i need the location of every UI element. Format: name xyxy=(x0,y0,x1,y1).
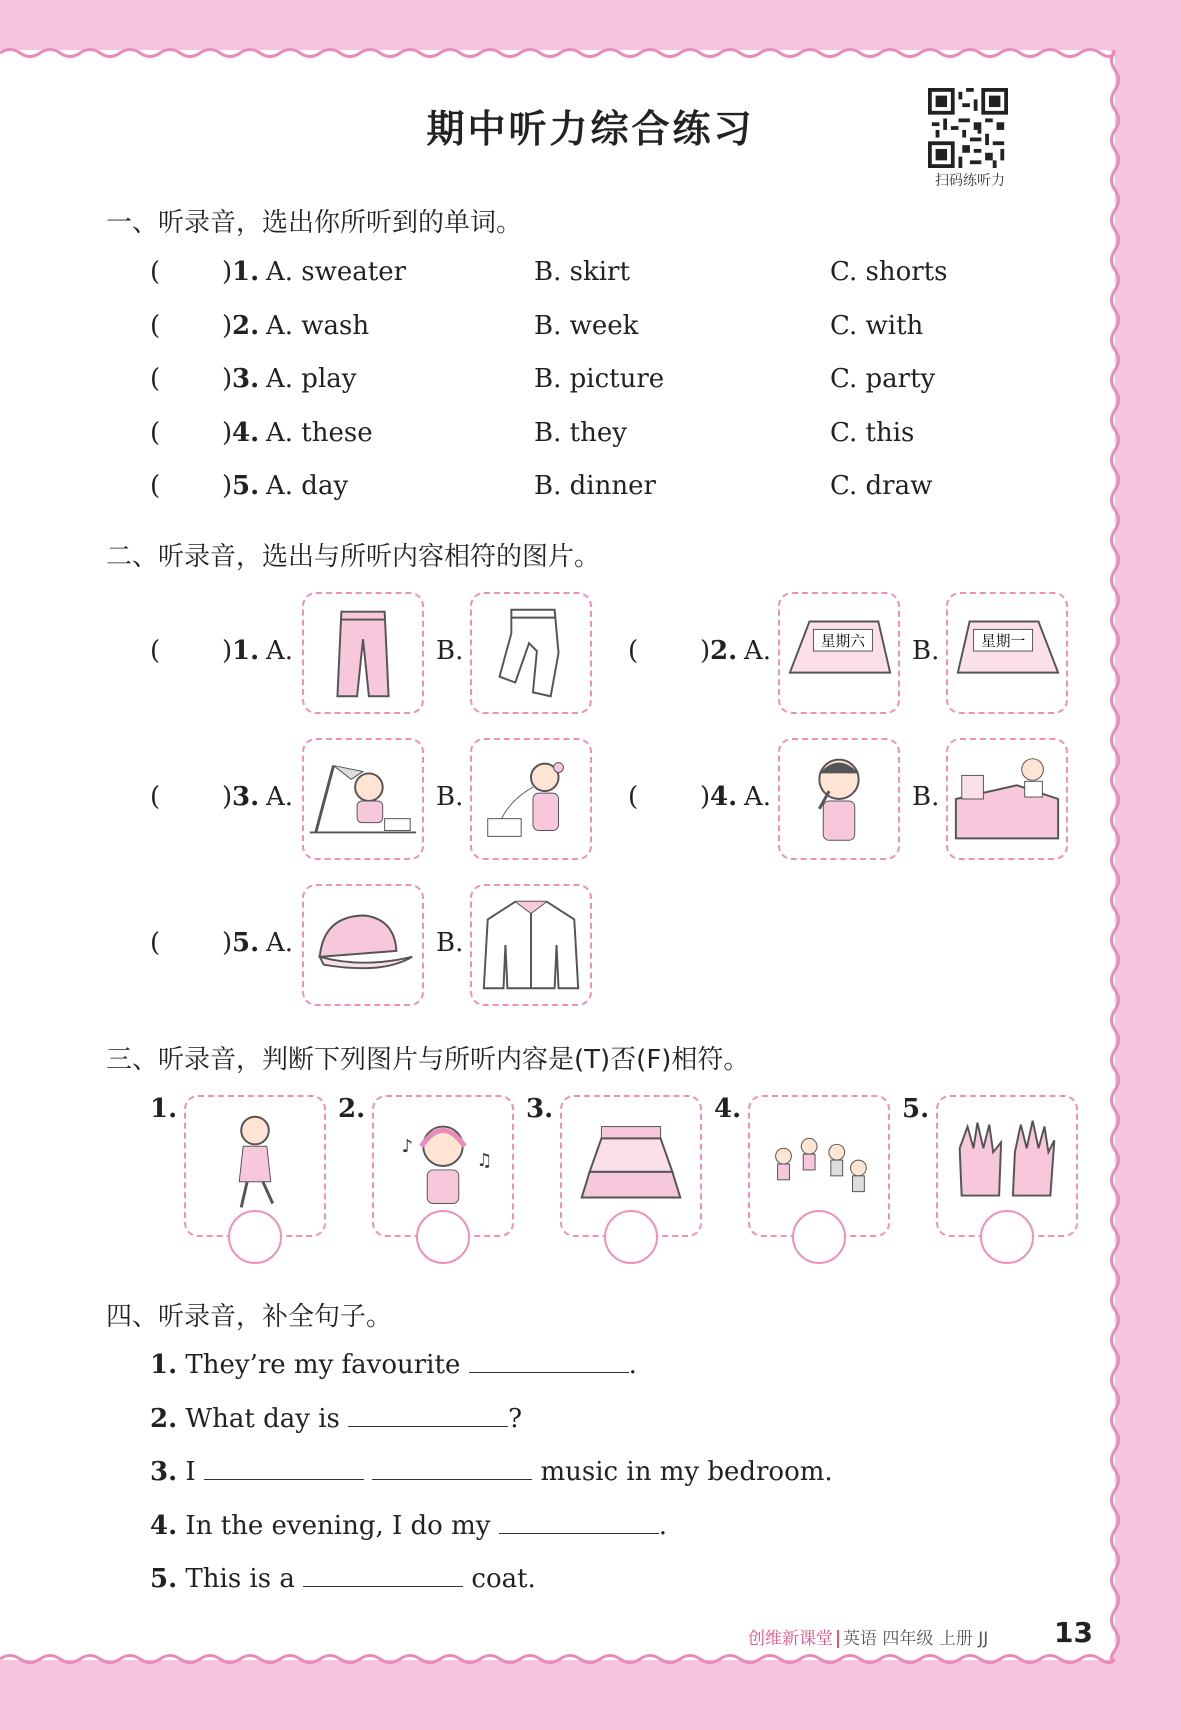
qr-label: 扫码练听力 xyxy=(935,173,1005,189)
answer-paren-open[interactable]: ( xyxy=(150,257,161,287)
tf-answer-circle[interactable] xyxy=(228,1210,282,1264)
question-number: 1. xyxy=(232,636,260,666)
answer-paren-close: ) xyxy=(700,782,711,812)
option-b: B. they xyxy=(534,418,627,448)
option-a-label: A. xyxy=(266,782,294,812)
option-a: A. sweater xyxy=(266,257,407,287)
boy-making-bed-image[interactable] xyxy=(946,738,1068,860)
option-b-label: B. xyxy=(436,928,464,958)
option-a: A. play xyxy=(266,364,357,394)
option-b: B. picture xyxy=(534,364,665,394)
white-trousers-image[interactable] xyxy=(470,592,592,714)
pink-trousers-image[interactable] xyxy=(302,592,424,714)
footer-grade: 四年级 xyxy=(882,1629,934,1649)
tf-answer-circle[interactable] xyxy=(416,1210,470,1264)
answer-paren-close: ) xyxy=(222,636,233,666)
question-number: 5. xyxy=(232,471,260,501)
question-number: 4. xyxy=(710,782,738,812)
page-number: 13 xyxy=(1054,1616,1093,1649)
sentence-text: What day is xyxy=(185,1404,340,1434)
bottom-wave-border xyxy=(0,1652,1115,1666)
option-a-label: A. xyxy=(266,636,294,666)
sentence-number: 2. xyxy=(150,1404,178,1434)
footer-divider xyxy=(837,1630,839,1648)
answer-paren-open[interactable]: ( xyxy=(150,311,161,341)
s1-row-3 xyxy=(150,364,1050,398)
sentence-3 xyxy=(150,1457,833,1487)
right-wave-border xyxy=(1108,50,1122,1660)
footer-brand: 创维新课堂 xyxy=(748,1629,833,1649)
option-c: C. party xyxy=(830,364,936,394)
answer-paren-close: ) xyxy=(222,782,233,812)
answer-paren-close: ) xyxy=(222,257,233,287)
music-note-icon: ♪ xyxy=(401,1137,413,1158)
option-a: A. day xyxy=(266,471,349,501)
page-footer xyxy=(748,1624,988,1649)
s1-row-5 xyxy=(150,471,1050,505)
sentence-number: 5. xyxy=(150,1564,178,1594)
sentence-end: . xyxy=(628,1350,637,1380)
sentence-text: I xyxy=(185,1457,196,1487)
section3-heading: 三、听录音，判断下列图片与所听内容是(T)否(F)相符。 xyxy=(106,1045,750,1075)
answer-paren-open[interactable]: ( xyxy=(150,636,161,666)
answer-paren-open[interactable]: ( xyxy=(150,471,161,501)
option-b: B. week xyxy=(534,311,639,341)
option-c: C. with xyxy=(830,311,924,341)
sentence-text: In the evening, I do my xyxy=(185,1511,491,1541)
sentence-text: This is a xyxy=(185,1564,295,1594)
question-number: 4. xyxy=(232,418,260,448)
calendar-a-text: 星期六 xyxy=(820,633,866,651)
qr-code-icon[interactable] xyxy=(928,88,1008,168)
page-title: 期中听力综合练习 xyxy=(426,107,755,151)
option-b-label: B. xyxy=(436,636,464,666)
answer-paren-open[interactable]: ( xyxy=(150,364,161,394)
option-c: C. shorts xyxy=(830,257,948,287)
tf-number: 1. xyxy=(150,1094,178,1124)
tf-number: 2. xyxy=(338,1094,366,1124)
question-number: 2. xyxy=(232,311,260,341)
sentence-5 xyxy=(150,1564,536,1594)
option-c: C. this xyxy=(830,418,915,448)
music-note-icon: ♫ xyxy=(476,1151,493,1171)
pink-cap-image[interactable] xyxy=(302,884,424,1006)
option-c: C. draw xyxy=(830,471,933,501)
sentence-number: 1. xyxy=(150,1350,178,1380)
sentence-2 xyxy=(150,1404,522,1434)
footer-volume: 上册 xyxy=(938,1629,973,1649)
boy-brushing-teeth-image[interactable] xyxy=(778,738,900,860)
answer-paren-open[interactable]: ( xyxy=(150,782,161,812)
calendar-saturday-image[interactable] xyxy=(778,592,900,714)
sentence-end: coat. xyxy=(471,1564,536,1594)
option-b-label: B. xyxy=(912,636,940,666)
sentence-number: 4. xyxy=(150,1511,178,1541)
option-a-label: A. xyxy=(744,782,772,812)
answer-paren-open[interactable]: ( xyxy=(628,636,639,666)
s1-row-4 xyxy=(150,418,1050,452)
girl-on-phone-image[interactable] xyxy=(470,738,592,860)
tf-number: 4. xyxy=(714,1094,742,1124)
tf-answer-circle[interactable] xyxy=(604,1210,658,1264)
answer-paren-close: ) xyxy=(222,418,233,448)
answer-blank[interactable] xyxy=(499,1511,659,1534)
tf-number: 5. xyxy=(902,1094,930,1124)
sentence-1 xyxy=(150,1350,637,1380)
sentence-4 xyxy=(150,1511,667,1541)
option-b-label: B. xyxy=(912,782,940,812)
sentence-end: . xyxy=(658,1511,667,1541)
calendar-monday-image[interactable] xyxy=(946,592,1068,714)
option-b: B. dinner xyxy=(534,471,656,501)
option-b-label: B. xyxy=(436,782,464,812)
section2-heading: 二、听录音，选出与所听内容相符的图片。 xyxy=(106,542,601,572)
calendar-b-text: 星期一 xyxy=(980,633,1026,651)
s1-row-1 xyxy=(150,257,1050,291)
answer-paren-close: ) xyxy=(222,364,233,394)
answer-blank[interactable] xyxy=(372,1457,532,1480)
sentence-text: They’re my favourite xyxy=(185,1350,461,1380)
tf-number: 3. xyxy=(526,1094,554,1124)
answer-blank[interactable] xyxy=(469,1350,629,1373)
section1-heading: 一、听录音，选出你所听到的单词。 xyxy=(106,208,523,238)
answer-paren-close: ) xyxy=(222,928,233,958)
jacket-image[interactable] xyxy=(470,884,592,1006)
tf-answer-circle[interactable] xyxy=(980,1210,1034,1264)
footer-edition: JJ xyxy=(978,1629,989,1649)
section4-heading: 四、听录音，补全句子。 xyxy=(106,1302,393,1332)
answer-paren-open[interactable]: ( xyxy=(628,782,639,812)
answer-paren-open[interactable]: ( xyxy=(150,928,161,958)
answer-paren-close: ) xyxy=(222,471,233,501)
sentence-end: music in my bedroom. xyxy=(540,1457,833,1487)
answer-paren-close: ) xyxy=(222,311,233,341)
option-b: B. skirt xyxy=(534,257,630,287)
question-number: 1. xyxy=(232,257,260,287)
answer-paren-close: ) xyxy=(700,636,711,666)
answer-blank[interactable] xyxy=(348,1404,508,1427)
option-a: A. wash xyxy=(266,311,370,341)
question-number: 5. xyxy=(232,928,260,958)
option-a-label: A. xyxy=(266,928,294,958)
answer-paren-open[interactable]: ( xyxy=(150,418,161,448)
answer-blank[interactable] xyxy=(303,1564,463,1587)
question-number: 2. xyxy=(710,636,738,666)
sentence-number: 3. xyxy=(150,1457,178,1487)
question-number: 3. xyxy=(232,364,260,394)
answer-blank[interactable] xyxy=(204,1457,364,1480)
option-a: A. these xyxy=(266,418,373,448)
footer-subject: 英语 xyxy=(843,1629,877,1649)
top-wave-border xyxy=(0,46,1115,60)
question-number: 3. xyxy=(232,782,260,812)
sentence-end: ? xyxy=(508,1404,523,1434)
tf-answer-circle[interactable] xyxy=(792,1210,846,1264)
option-a-label: A. xyxy=(744,636,772,666)
boy-studying-image[interactable] xyxy=(302,738,424,860)
s1-row-2 xyxy=(150,311,1050,345)
